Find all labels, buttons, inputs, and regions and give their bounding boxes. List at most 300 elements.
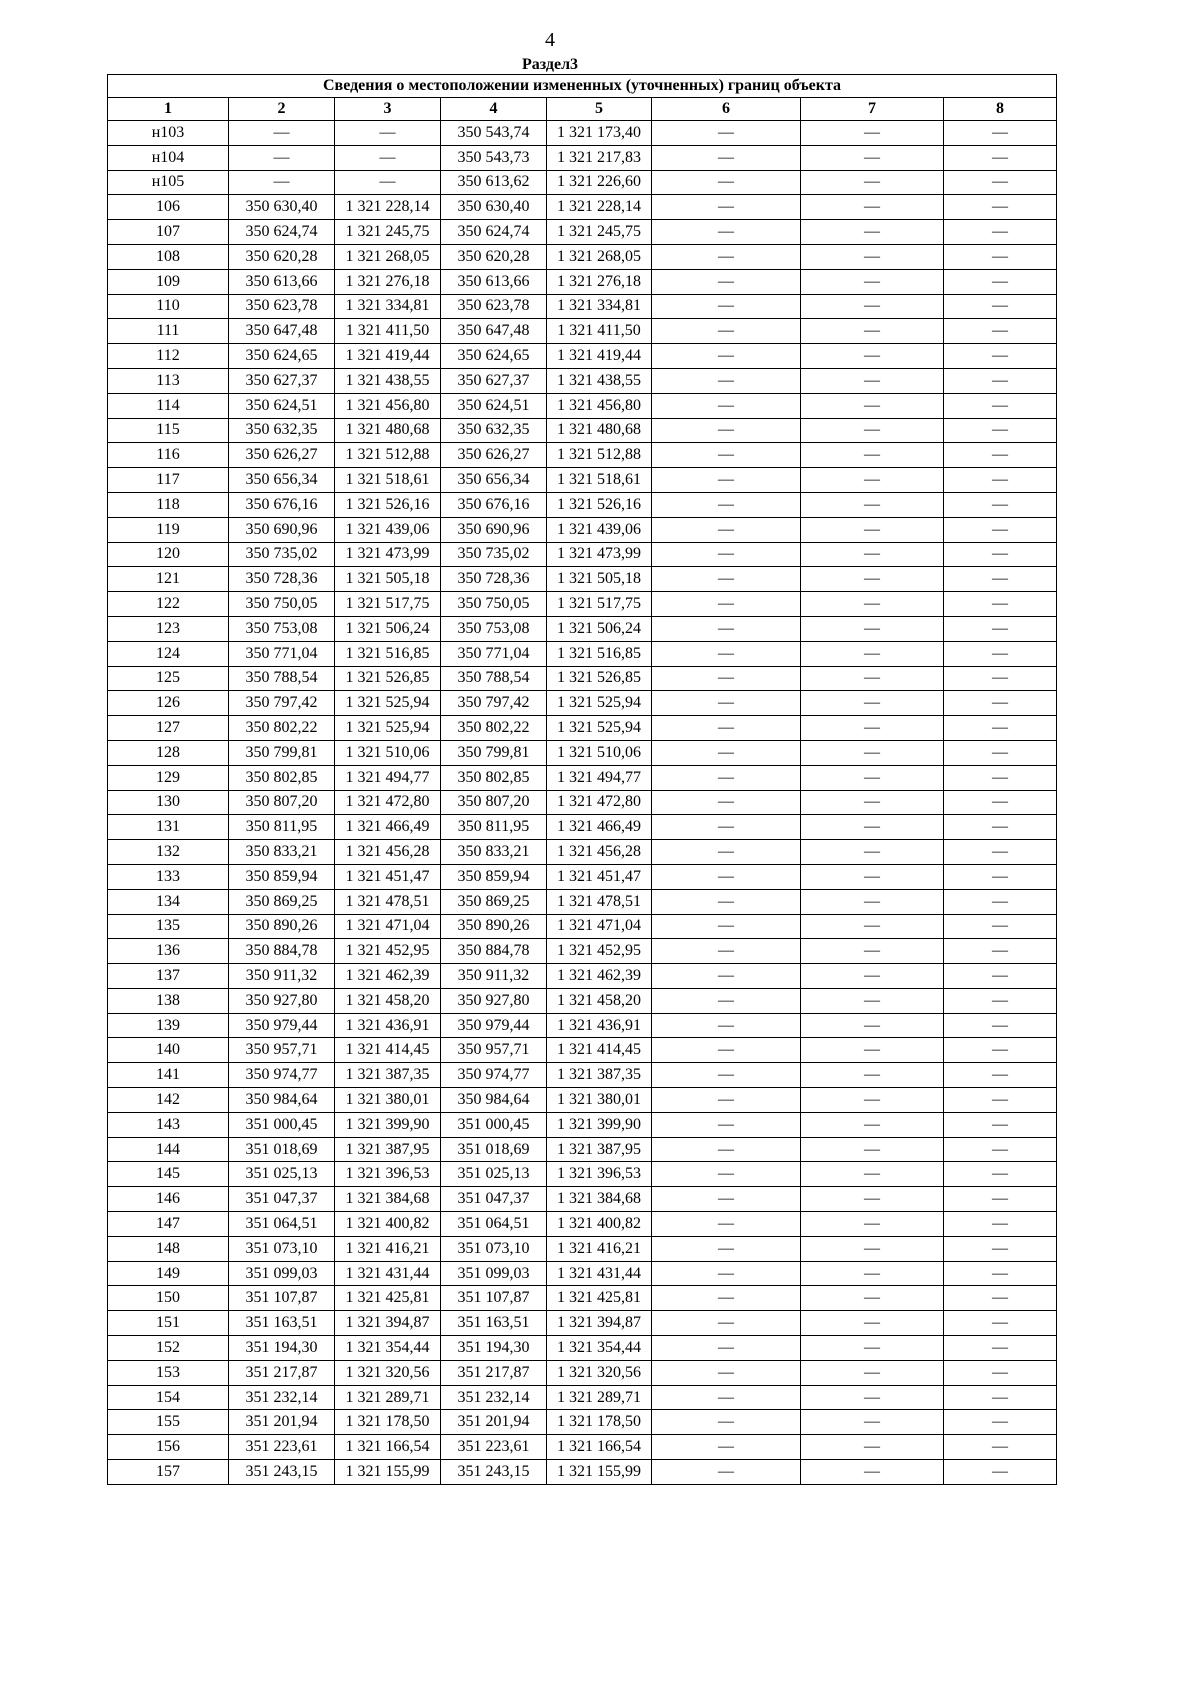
empty-cell-dash: —	[944, 567, 1057, 592]
table-cell: 350 632,35	[229, 418, 335, 443]
empty-cell-dash: —	[944, 1385, 1057, 1410]
table-cell: 108	[108, 244, 229, 269]
empty-cell-dash: —	[944, 1311, 1057, 1336]
table-cell: 350 735,02	[441, 542, 547, 567]
empty-cell-dash: —	[652, 121, 801, 146]
empty-cell-dash: —	[801, 666, 944, 691]
empty-cell-dash: —	[652, 368, 801, 393]
empty-cell-dash: —	[652, 1360, 801, 1385]
table-cell: 1 321 505,18	[547, 567, 652, 592]
empty-cell-dash: —	[652, 641, 801, 666]
table-cell: 112	[108, 344, 229, 369]
table-cell: 350 750,05	[229, 592, 335, 617]
table-row	[108, 641, 1057, 666]
empty-cell-dash: —	[801, 170, 944, 195]
table-cell: 350 807,20	[229, 790, 335, 815]
empty-cell-dash: —	[944, 740, 1057, 765]
table-row	[108, 145, 1057, 170]
empty-cell-dash: —	[801, 1013, 944, 1038]
table-cell: 1 321 268,05	[335, 244, 441, 269]
empty-cell-dash: —	[801, 1112, 944, 1137]
table-cell: 146	[108, 1187, 229, 1212]
empty-cell-dash: —	[652, 815, 801, 840]
table-cell: 1 321 387,95	[547, 1137, 652, 1162]
table-cell: 350 797,42	[229, 691, 335, 716]
table-cell: 1 321 456,28	[335, 840, 441, 865]
empty-cell-dash: —	[801, 220, 944, 245]
table-cell: 350 807,20	[441, 790, 547, 815]
table-cell: 1 321 466,49	[335, 815, 441, 840]
table-cell: 1 321 462,39	[335, 964, 441, 989]
empty-cell-dash: —	[944, 1038, 1057, 1063]
empty-cell-dash: —	[652, 1286, 801, 1311]
table-cell: 1 321 525,94	[547, 691, 652, 716]
table-cell: 1 321 510,06	[547, 740, 652, 765]
table-cell: 139	[108, 1013, 229, 1038]
empty-cell-dash: —	[652, 492, 801, 517]
column-number: 6	[652, 98, 801, 121]
empty-cell-dash: —	[944, 1063, 1057, 1088]
table-cell: 1 321 494,77	[335, 765, 441, 790]
table-cell: н103	[108, 121, 229, 146]
column-number: 7	[801, 98, 944, 121]
empty-cell-dash: —	[944, 1410, 1057, 1435]
table-cell: 350 624,74	[229, 220, 335, 245]
empty-cell-dash: —	[801, 393, 944, 418]
table-cell: 1 321 354,44	[547, 1336, 652, 1361]
empty-cell-dash: —	[652, 1435, 801, 1460]
empty-cell-dash: —	[801, 592, 944, 617]
empty-cell-dash: —	[652, 468, 801, 493]
table-cell: 351 107,87	[229, 1286, 335, 1311]
table-cell: 350 690,96	[441, 517, 547, 542]
empty-cell-dash: —	[944, 244, 1057, 269]
table-row	[108, 1038, 1057, 1063]
empty-cell-dash: —	[944, 1261, 1057, 1286]
column-number: 3	[335, 98, 441, 121]
empty-cell-dash: —	[801, 121, 944, 146]
table-cell: 1 321 525,94	[335, 691, 441, 716]
table-cell: 350 788,54	[441, 666, 547, 691]
table-cell: 1 321 471,04	[335, 914, 441, 939]
table-row	[108, 1385, 1057, 1410]
empty-cell-dash: —	[944, 939, 1057, 964]
table-cell: 1 321 394,87	[335, 1311, 441, 1336]
table-cell: 118	[108, 492, 229, 517]
table-cell: 350 613,66	[441, 269, 547, 294]
section-title: Раздел3	[521, 56, 579, 73]
table-cell: н104	[108, 145, 229, 170]
table-cell: 1 321 387,35	[335, 1063, 441, 1088]
table-cell: 1 321 334,81	[547, 294, 652, 319]
empty-cell-dash: —	[652, 1212, 801, 1237]
empty-cell-dash: —	[944, 1112, 1057, 1137]
table-cell: 153	[108, 1360, 229, 1385]
table-cell: 350 627,37	[441, 368, 547, 393]
table-cell: 1 321 494,77	[547, 765, 652, 790]
table-cell: 125	[108, 666, 229, 691]
table-cell: 1 321 473,99	[547, 542, 652, 567]
table-cell: 157	[108, 1460, 229, 1485]
empty-cell-dash: —	[652, 864, 801, 889]
empty-cell-dash: —	[652, 939, 801, 964]
empty-cell-dash: —	[944, 914, 1057, 939]
table-cell: 1 321 431,44	[547, 1261, 652, 1286]
table-row	[108, 1137, 1057, 1162]
table-cell: 141	[108, 1063, 229, 1088]
table-cell: 129	[108, 765, 229, 790]
table-cell: 1 321 462,39	[547, 964, 652, 989]
empty-cell-dash: —	[801, 468, 944, 493]
table-cell: 350 624,74	[441, 220, 547, 245]
empty-cell-dash: —	[944, 1286, 1057, 1311]
table-row	[108, 294, 1057, 319]
table-cell: 351 025,13	[441, 1162, 547, 1187]
empty-cell-dash: —	[801, 1038, 944, 1063]
table-cell: 151	[108, 1311, 229, 1336]
table-row	[108, 988, 1057, 1013]
table-cell: 110	[108, 294, 229, 319]
empty-cell-dash: —	[801, 1410, 944, 1435]
table-cell: 1 321 439,06	[547, 517, 652, 542]
empty-cell-dash: —	[801, 294, 944, 319]
table-cell: 351 025,13	[229, 1162, 335, 1187]
empty-cell-dash: —	[944, 1460, 1057, 1485]
table-cell: 350 543,74	[441, 121, 547, 146]
table-cell: 350 859,94	[229, 864, 335, 889]
table-cell: 350 833,21	[441, 840, 547, 865]
empty-cell-dash: —	[801, 567, 944, 592]
table-cell: 114	[108, 393, 229, 418]
empty-cell-dash: —	[652, 765, 801, 790]
empty-cell-dash: —	[801, 914, 944, 939]
table-cell: 1 321 387,95	[335, 1137, 441, 1162]
empty-cell-dash: —	[652, 716, 801, 741]
empty-cell-dash: —	[801, 1435, 944, 1460]
table-cell: 351 107,87	[441, 1286, 547, 1311]
table-cell: 127	[108, 716, 229, 741]
table-cell: 147	[108, 1212, 229, 1237]
table-row	[108, 666, 1057, 691]
table-cell: 351 073,10	[441, 1236, 547, 1261]
column-number: 1	[108, 98, 229, 121]
table-row	[108, 1460, 1057, 1485]
empty-cell-dash: —	[335, 145, 441, 170]
empty-cell-dash: —	[944, 1013, 1057, 1038]
table-cell: 350 911,32	[229, 964, 335, 989]
table-cell: 1 321 452,95	[335, 939, 441, 964]
empty-cell-dash: —	[652, 170, 801, 195]
column-number: 2	[229, 98, 335, 121]
empty-cell-dash: —	[652, 220, 801, 245]
table-cell: 1 321 425,81	[335, 1286, 441, 1311]
empty-cell-dash: —	[944, 294, 1057, 319]
empty-cell-dash: —	[801, 269, 944, 294]
table-row	[108, 517, 1057, 542]
table-cell: 350 620,28	[441, 244, 547, 269]
empty-cell-dash: —	[944, 468, 1057, 493]
table-row	[108, 1013, 1057, 1038]
table-row	[108, 1286, 1057, 1311]
table-cell: 1 321 458,20	[335, 988, 441, 1013]
table-cell: 1 321 517,75	[547, 592, 652, 617]
table-cell: 135	[108, 914, 229, 939]
empty-cell-dash: —	[944, 443, 1057, 468]
table-cell: 128	[108, 740, 229, 765]
table-cell: 350 626,27	[441, 443, 547, 468]
empty-cell-dash: —	[801, 641, 944, 666]
table-cell: 350 802,85	[441, 765, 547, 790]
empty-cell-dash: —	[801, 889, 944, 914]
empty-cell-dash: —	[652, 294, 801, 319]
table-cell: 350 957,71	[229, 1038, 335, 1063]
empty-cell-dash: —	[801, 319, 944, 344]
empty-cell-dash: —	[801, 939, 944, 964]
table-cell: 350 984,64	[441, 1088, 547, 1113]
table-cell: 115	[108, 418, 229, 443]
empty-cell-dash: —	[801, 1187, 944, 1212]
table-cell: 1 321 245,75	[335, 220, 441, 245]
empty-cell-dash: —	[652, 269, 801, 294]
empty-cell-dash: —	[652, 1385, 801, 1410]
table-cell: 350 623,78	[441, 294, 547, 319]
table-cell: 1 321 452,95	[547, 939, 652, 964]
coordinates-table	[107, 74, 1057, 1485]
empty-cell-dash: —	[801, 1261, 944, 1286]
table-cell: 351 000,45	[229, 1112, 335, 1137]
table-row	[108, 815, 1057, 840]
table-row	[108, 244, 1057, 269]
table-cell: 350 753,08	[441, 616, 547, 641]
empty-cell-dash: —	[801, 443, 944, 468]
table-cell: 350 884,78	[229, 939, 335, 964]
table-cell: 1 321 217,83	[547, 145, 652, 170]
table-cell: 351 073,10	[229, 1236, 335, 1261]
empty-cell-dash: —	[652, 195, 801, 220]
empty-cell-dash: —	[652, 1137, 801, 1162]
table-cell: 350 656,34	[441, 468, 547, 493]
table-cell: 1 321 471,04	[547, 914, 652, 939]
table-row	[108, 1162, 1057, 1187]
table-cell: 1 321 268,05	[547, 244, 652, 269]
table-cell: 351 232,14	[441, 1385, 547, 1410]
empty-cell-dash: —	[801, 740, 944, 765]
table-cell: 1 321 396,53	[547, 1162, 652, 1187]
table-cell: 351 217,87	[441, 1360, 547, 1385]
table-cell: 1 321 478,51	[547, 889, 652, 914]
table-cell: 350 750,05	[441, 592, 547, 617]
table-cell: 150	[108, 1286, 229, 1311]
empty-cell-dash: —	[801, 1063, 944, 1088]
table-cell: 133	[108, 864, 229, 889]
empty-cell-dash: —	[652, 964, 801, 989]
empty-cell-dash: —	[944, 1360, 1057, 1385]
table-cell: 1 321 178,50	[335, 1410, 441, 1435]
table-cell: 1 321 155,99	[335, 1460, 441, 1485]
empty-cell-dash: —	[944, 319, 1057, 344]
table-cell: 1 321 334,81	[335, 294, 441, 319]
table-cell: 1 321 526,16	[547, 492, 652, 517]
empty-cell-dash: —	[944, 1088, 1057, 1113]
table-cell: 1 321 473,99	[335, 542, 441, 567]
table-cell: 1 321 276,18	[547, 269, 652, 294]
table-cell: 123	[108, 616, 229, 641]
table-row	[108, 492, 1057, 517]
table-cell: 142	[108, 1088, 229, 1113]
empty-cell-dash: —	[801, 1460, 944, 1485]
table-cell: 1 321 384,68	[547, 1187, 652, 1212]
empty-cell-dash: —	[944, 964, 1057, 989]
empty-cell-dash: —	[229, 121, 335, 146]
table-row	[108, 195, 1057, 220]
empty-cell-dash: —	[944, 1187, 1057, 1212]
table-cell: 350 979,44	[229, 1013, 335, 1038]
table-cell: 350 624,65	[441, 344, 547, 369]
empty-cell-dash: —	[652, 914, 801, 939]
table-cell: 350 859,94	[441, 864, 547, 889]
table-row	[108, 691, 1057, 716]
table-cell: 113	[108, 368, 229, 393]
table-cell: 351 194,30	[229, 1336, 335, 1361]
empty-cell-dash: —	[652, 1038, 801, 1063]
table-row	[108, 790, 1057, 815]
table-cell: 350 676,16	[441, 492, 547, 517]
empty-cell-dash: —	[944, 1435, 1057, 1460]
empty-cell-dash: —	[944, 815, 1057, 840]
empty-cell-dash: —	[652, 1187, 801, 1212]
table-cell: 351 223,61	[441, 1435, 547, 1460]
table-cell: 350 647,48	[229, 319, 335, 344]
empty-cell-dash: —	[652, 616, 801, 641]
table-cell: 351 064,51	[229, 1212, 335, 1237]
table-cell: 1 321 472,80	[547, 790, 652, 815]
table-row	[108, 765, 1057, 790]
table-cell: 1 321 155,99	[547, 1460, 652, 1485]
table-cell: 350 613,66	[229, 269, 335, 294]
empty-cell-dash: —	[944, 1162, 1057, 1187]
table-cell: 1 321 411,50	[547, 319, 652, 344]
table-cell: 137	[108, 964, 229, 989]
table-cell: 1 321 320,56	[547, 1360, 652, 1385]
table-cell: 1 321 425,81	[547, 1286, 652, 1311]
table-cell: 350 728,36	[441, 567, 547, 592]
empty-cell-dash: —	[944, 195, 1057, 220]
column-number: 8	[944, 98, 1057, 121]
empty-cell-dash: —	[229, 145, 335, 170]
table-cell: 1 321 506,24	[547, 616, 652, 641]
table-row	[108, 1063, 1057, 1088]
table-cell: 350 620,28	[229, 244, 335, 269]
table-cell: 350 623,78	[229, 294, 335, 319]
table-cell: 1 321 516,85	[335, 641, 441, 666]
empty-cell-dash: —	[801, 1212, 944, 1237]
table-cell: 1 321 456,28	[547, 840, 652, 865]
empty-cell-dash: —	[801, 988, 944, 1013]
table-row	[108, 1311, 1057, 1336]
table-cell: 120	[108, 542, 229, 567]
table-row	[108, 964, 1057, 989]
empty-cell-dash: —	[801, 195, 944, 220]
table-cell: 140	[108, 1038, 229, 1063]
empty-cell-dash: —	[652, 517, 801, 542]
table-cell: 351 243,15	[229, 1460, 335, 1485]
table-cell: 350 927,80	[441, 988, 547, 1013]
table-cell: 350 811,95	[229, 815, 335, 840]
table-row	[108, 1410, 1057, 1435]
table-cell: 351 194,30	[441, 1336, 547, 1361]
table-cell: 1 321 451,47	[335, 864, 441, 889]
table-row	[108, 840, 1057, 865]
empty-cell-dash: —	[944, 616, 1057, 641]
empty-cell-dash: —	[652, 740, 801, 765]
empty-cell-dash: —	[944, 269, 1057, 294]
table-cell: 1 321 438,55	[547, 368, 652, 393]
empty-cell-dash: —	[801, 1311, 944, 1336]
table-cell: 130	[108, 790, 229, 815]
empty-cell-dash: —	[652, 319, 801, 344]
table-cell: 1 321 400,82	[547, 1212, 652, 1237]
table-cell: 1 321 320,56	[335, 1360, 441, 1385]
table-cell: 1 321 451,47	[547, 864, 652, 889]
table-cell: 350 890,26	[229, 914, 335, 939]
table-cell: 1 321 512,88	[335, 443, 441, 468]
table-cell: 1 321 526,85	[335, 666, 441, 691]
table-cell: 350 627,37	[229, 368, 335, 393]
empty-cell-dash: —	[944, 765, 1057, 790]
table-cell: 1 321 478,51	[335, 889, 441, 914]
empty-cell-dash: —	[944, 517, 1057, 542]
table-cell: 144	[108, 1137, 229, 1162]
table-cell: 1 321 466,49	[547, 815, 652, 840]
table-cell: 351 217,87	[229, 1360, 335, 1385]
table-cell: 131	[108, 815, 229, 840]
table-row	[108, 1435, 1057, 1460]
table-cell: 1 321 166,54	[547, 1435, 652, 1460]
table-cell: 351 163,51	[441, 1311, 547, 1336]
table-cell: 1 321 456,80	[547, 393, 652, 418]
empty-cell-dash: —	[652, 244, 801, 269]
table-cell: 1 321 380,01	[547, 1088, 652, 1113]
empty-cell-dash: —	[944, 790, 1057, 815]
table-cell: 116	[108, 443, 229, 468]
empty-cell-dash: —	[652, 418, 801, 443]
table-cell: 350 771,04	[441, 641, 547, 666]
table-cell: 1 321 173,40	[547, 121, 652, 146]
table-cell: 1 321 518,61	[335, 468, 441, 493]
table-cell: 122	[108, 592, 229, 617]
table-caption: Сведения о местоположении измененных (уточненных) границ объекта	[108, 75, 1057, 98]
table-row	[108, 864, 1057, 889]
table-cell: 1 321 416,21	[335, 1236, 441, 1261]
empty-cell-dash: —	[801, 964, 944, 989]
table-row	[108, 121, 1057, 146]
table-cell: 1 321 289,71	[335, 1385, 441, 1410]
table-cell: 1 321 480,68	[547, 418, 652, 443]
empty-cell-dash: —	[944, 840, 1057, 865]
table-cell: 350 753,08	[229, 616, 335, 641]
table-cell: 1 321 512,88	[547, 443, 652, 468]
table-cell: 350 802,85	[229, 765, 335, 790]
empty-cell-dash: —	[801, 542, 944, 567]
table-cell: 351 232,14	[229, 1385, 335, 1410]
table-cell: 1 321 456,80	[335, 393, 441, 418]
table-cell: 121	[108, 567, 229, 592]
table-cell: 1 321 525,94	[547, 716, 652, 741]
empty-cell-dash: —	[944, 220, 1057, 245]
table-cell: 350 984,64	[229, 1088, 335, 1113]
table-cell: 351 223,61	[229, 1435, 335, 1460]
column-number: 4	[441, 98, 547, 121]
